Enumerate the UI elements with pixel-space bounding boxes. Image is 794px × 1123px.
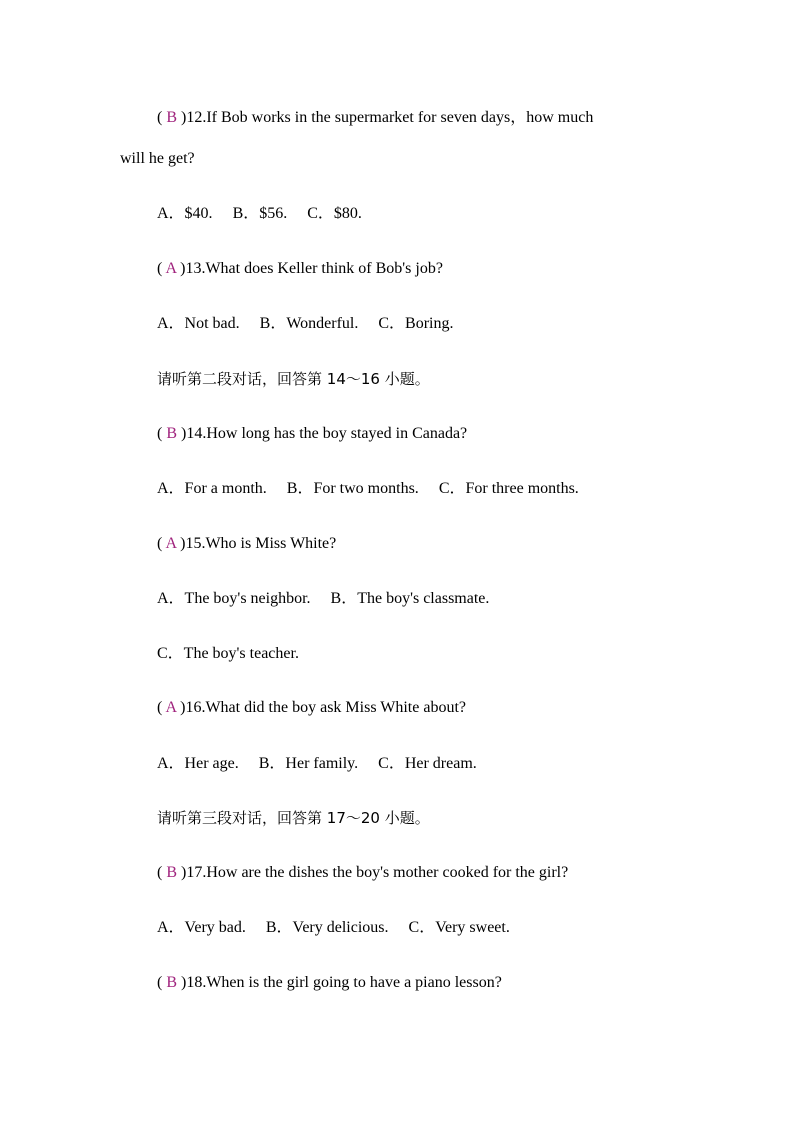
question-number: 17: [186, 864, 203, 881]
question-12: ( B )12.If Bob works in the supermarket for seven days，how much: [157, 109, 594, 126]
option-a: A．The boy's neighbor.: [157, 590, 311, 607]
question-number: 18: [186, 974, 203, 991]
option-b: B．Her family.: [258, 755, 359, 772]
option-a: A．Her age.: [157, 755, 239, 772]
option-b: B．The boy's classmate.: [330, 590, 490, 607]
option-a: A．Very bad.: [157, 919, 246, 936]
option-a: A．For a month.: [157, 480, 267, 497]
question-text: If Bob works in the supermarket for seven days，how much: [206, 109, 594, 126]
option-a: A．$40.: [157, 205, 213, 222]
question-number: 15: [185, 535, 202, 552]
answer-letter: B: [166, 864, 177, 881]
options-16: [157, 754, 477, 774]
option-b: B．Very delicious.: [265, 919, 389, 936]
option-c: C．$80.: [307, 205, 362, 222]
question-text: When is the girl going to have a piano lesson?: [206, 974, 502, 991]
option-c: C．Very sweet.: [408, 919, 510, 936]
question-text: How are the dishes the boy's mother cooked for the girl?: [206, 864, 569, 881]
question-text: How long has the boy stayed in Canada?: [206, 425, 468, 442]
question-15: ( A )15.Who is Miss White?: [157, 535, 337, 552]
question-text: What did the boy ask Miss White about?: [205, 699, 466, 716]
answer-letter: B: [166, 425, 177, 442]
option-c: C．The boy's teacher.: [157, 645, 299, 662]
option-a: A．Not bad.: [157, 315, 240, 332]
options-15: [157, 589, 489, 609]
option-c: C．For three months.: [438, 480, 579, 497]
section-heading-3: 请听第三段对话，回答第 17～20 小题。: [157, 809, 430, 827]
question-text: What does Keller think of Bob's job?: [205, 260, 443, 277]
answer-letter: A: [165, 699, 177, 716]
options-13: [157, 314, 454, 334]
question-number: 14: [186, 425, 203, 442]
question-16: ( A )16.What did the boy ask Miss White about?: [157, 699, 466, 716]
answer-letter: B: [166, 974, 177, 991]
option-b: B．$56.: [232, 205, 288, 222]
answer-letter: A: [165, 535, 177, 552]
options-12: [157, 204, 362, 224]
question-number: 13: [185, 260, 202, 277]
options-14: [157, 479, 579, 499]
answer-letter: B: [166, 109, 177, 126]
question-12-continuation: will he get?: [120, 150, 195, 167]
options-17: [157, 918, 510, 938]
option-b: B．For two months.: [286, 480, 419, 497]
option-b: B．Wonderful.: [259, 315, 359, 332]
question-number: 12: [186, 109, 203, 126]
question-text: Who is Miss White?: [205, 535, 337, 552]
option-c: C．Boring.: [378, 315, 454, 332]
question-14: ( B )14.How long has the boy stayed in Canada?: [157, 425, 468, 442]
answer-letter: A: [165, 260, 177, 277]
question-18: ( B )18.When is the girl going to have a piano lesson?: [157, 974, 502, 991]
question-17: ( B )17.How are the dishes the boy's mother cooked for the girl?: [157, 864, 569, 881]
question-number: 16: [185, 699, 202, 716]
option-c: C．Her dream.: [378, 755, 477, 772]
question-13: ( A )13.What does Keller think of Bob's job?: [157, 260, 443, 277]
options-15-continued: [157, 644, 299, 664]
section-heading-2: 请听第二段对话，回答第 14～16 小题。: [157, 370, 430, 388]
